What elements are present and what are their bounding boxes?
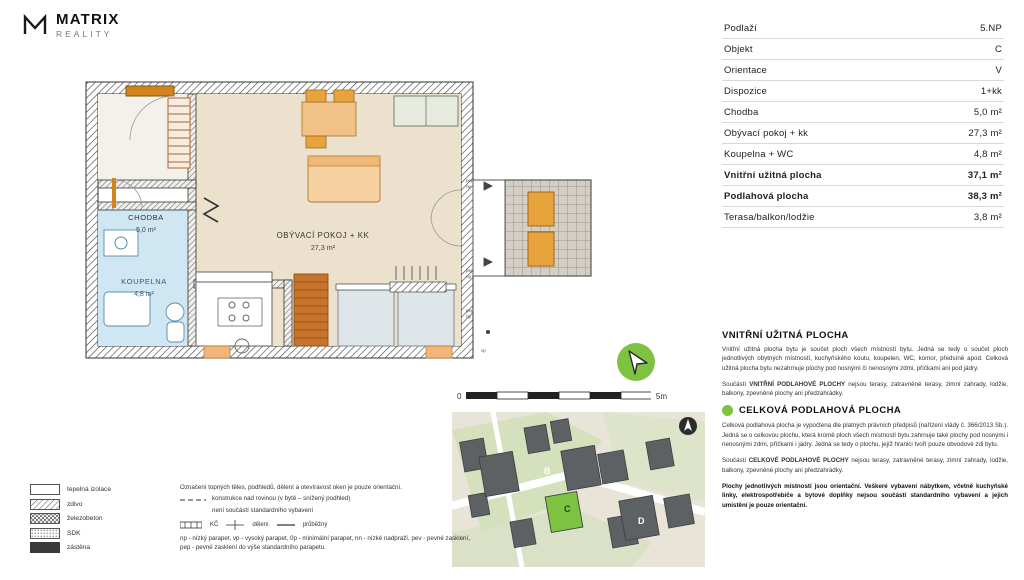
legend-label: železobeton: [67, 515, 103, 522]
spec-unit: m²: [990, 149, 1002, 160]
spec-key: Podlaží: [724, 23, 758, 34]
legend-swatch-zelezobeton: [30, 513, 60, 524]
spec-key: Dispozice: [724, 86, 767, 97]
spec-key: Orientace: [724, 65, 767, 76]
info-body-usable-area: Vnitřní užitná plocha bytu je součet ploch všech místností bytu. Jedná se tedy o součet ploch jednotlivých obytných místností, kuchyňského koutu, koupelen, WC, komor, předsíně apod. Celková užitná plocha bytu nezahrnuje plochy pod nosnými či nenosnými zdmi, příčkami ani pod jádry.: [722, 346, 1008, 372]
legend-swatch-sdk: [30, 528, 60, 539]
legend-note-2: není součástí standardního vybavení: [212, 506, 314, 514]
legend-item: [30, 484, 180, 495]
info-note-bold: VNITŘNÍ PODLAHOVÉ PLOCHY: [749, 380, 846, 388]
plan-marker: pep: [466, 178, 474, 183]
legend-swatch-zdivo: [30, 499, 60, 510]
info-note2-suffix: nejsou terasy, zatravněné terasy, zimní zahrady, lodžie, balkony, zpevněné plochy ani předzahrádky.: [722, 457, 1008, 474]
plan-marker: np: [466, 184, 472, 189]
spec-row: [722, 102, 1004, 123]
room-area-chodba: 5,0 m²: [136, 227, 156, 234]
legend-item: [30, 513, 180, 524]
spec-key: Obývací pokoj + kk: [724, 128, 809, 139]
sitemap-building-label-highlight: C: [564, 504, 571, 514]
spec-value: 5,0: [973, 107, 988, 118]
spec-row: [722, 144, 1004, 165]
legend-mini-label-2: průběžný: [302, 521, 328, 528]
legend-notes: [180, 484, 470, 555]
spec-value: 27,3: [968, 128, 988, 139]
legend-item: [30, 528, 180, 539]
spec-value: 4,8: [973, 149, 988, 160]
legend-footer: np - nízký parapet, vp - vysoký parapet, 0p - minimální parapet, nn - nízké nadpraží, pev - pevné zasklení, pep - pevné zasklení do výše standardního parapetu.: [180, 534, 470, 551]
spec-row: [722, 81, 1004, 102]
legend-item: [30, 499, 180, 510]
spec-row: [722, 60, 1004, 81]
legend-label: SDK: [67, 529, 81, 537]
plan-marker: np: [466, 314, 472, 319]
info-note2-prefix: Součástí: [722, 457, 749, 465]
spec-value: 5.NP: [980, 23, 1002, 34]
spec-row: [722, 123, 1004, 144]
spec-key: Koupelna + WC: [724, 149, 794, 160]
spec-value: 1+kk: [980, 86, 1002, 97]
plan-marker: vp: [481, 348, 486, 353]
spec-key: Objekt: [724, 44, 753, 55]
info-note-usable-area: [722, 380, 1008, 399]
info-note-floor-area: [722, 456, 1008, 475]
brand-name: MATRIX: [56, 11, 120, 28]
info-column: [722, 330, 1008, 517]
legend-label: zástěna: [67, 544, 91, 551]
plan-marker: np: [466, 274, 472, 279]
info-body-floor-area: Celková podlahová plocha je vypočtena dle platných právních předpisů (nařízení vlády č. 366/2013 Sb.). Jedná se o celkovou plochu, která kromě ploch všech místností bytu zahrnuje také plochy pod nosnými i nenosnými zdmi, příčkami i jádry. Jedná se tedy o plochu, jejíž hranici tvoří pouze obvodové zdi bytu.: [722, 422, 1008, 449]
info-title-floor-area-row: [722, 405, 1008, 416]
spec-row-floor-area: [722, 186, 1004, 207]
sitemap-north-icon: [679, 417, 697, 435]
legend-swatch-tepelna-izolace: [30, 484, 60, 495]
legend-mini-label-0: KČ: [210, 521, 219, 528]
spec-value: 3,8: [973, 212, 988, 223]
dashed-line-icon: [180, 497, 206, 503]
scale-bar-graphic: [466, 390, 650, 402]
legend-mini-label-1: dělení: [252, 521, 269, 528]
room-label-obyvaci: OBÝVACÍ POKOJ + KK: [276, 231, 370, 240]
spec-row-total-usable: [722, 165, 1004, 186]
legend-label: zdivo: [67, 500, 83, 508]
info-note2-bold: CELKOVÉ PODLAHOVÉ PLOCHY: [748, 457, 849, 465]
site-map: [452, 412, 705, 567]
info-footer-note: Plochy jednotlivých místností jsou orientační. Veškeré vybavení nábytkem, včetně kuchyňské linky, elektrospotřebiče a bytové doplňky nejsou součástí standardního vybavení a jejich umístění je pouze orientační.: [722, 482, 1008, 509]
info-note-prefix: Součástí: [722, 380, 750, 388]
spec-unit: m²: [990, 128, 1002, 139]
spec-unit: m²: [990, 212, 1002, 223]
compass-north-icon: [607, 333, 665, 391]
legend-label: tepelná izolace: [67, 486, 111, 493]
legend-note-1-row: [180, 495, 470, 504]
scale-end: 5m: [655, 391, 667, 401]
scale-start: 0: [457, 391, 462, 401]
spec-value: 38,3: [967, 191, 988, 202]
radiator-icon: [180, 519, 202, 531]
green-dot-icon: [722, 405, 733, 416]
sitemap-building-label: B: [544, 466, 551, 476]
legend-swatch-zastena: [30, 542, 60, 553]
legend-item: [30, 542, 180, 553]
specification-table: [722, 18, 1004, 228]
spec-row: [722, 39, 1004, 60]
brand-logo: [22, 12, 120, 39]
spec-key: Vnitřní užitná plocha: [724, 170, 822, 181]
spec-unit: m²: [989, 191, 1002, 202]
divider-icon: [226, 519, 244, 531]
room-area-obyvaci: 27,3 m²: [310, 243, 336, 252]
info-note-suffix: nejsou terasy, zatravněné terasy, zimní zahrady, lodžie, balkony, zpevněné plochy ani předzahrádky.: [722, 380, 1008, 398]
spec-value: V: [995, 65, 1002, 76]
plan-marker: pep: [466, 308, 474, 313]
continuous-icon: [277, 519, 295, 531]
info-title-floor-area: CELKOVÁ PODLAHOVÁ PLOCHA: [739, 405, 902, 417]
spec-unit: m²: [989, 170, 1002, 181]
legend-mini-icons: [180, 519, 470, 531]
spec-value: C: [994, 44, 1002, 55]
spec-row: [722, 18, 1004, 39]
spec-key: Chodba: [724, 107, 759, 118]
room-label-koupelna: KOUPELNA: [121, 277, 167, 286]
sitemap-building-label: D: [638, 516, 645, 526]
spec-key: Terasa/balkon/lodžie: [724, 212, 815, 223]
room-area-koupelna: 4,8 m²: [134, 291, 154, 298]
legend-note-1: konstrukce nad rovinou (v bytě – snížený podhled): [212, 495, 351, 503]
spec-value: 37,1: [967, 170, 988, 181]
legend-note-0: Označení topných těles, podhledů, dělení a otevíravost oken je pouze orientační.: [180, 484, 402, 491]
room-label-chodba: CHODBA: [128, 213, 164, 222]
plan-marker: pep: [466, 268, 474, 273]
matrix-m-logo-icon: [22, 12, 48, 38]
spec-unit: m²: [990, 107, 1002, 118]
legend-swatches: [30, 484, 180, 557]
info-title-usable-area: VNITŘNÍ UŽITNÁ PLOCHA: [722, 330, 849, 341]
spec-row-terrace: [722, 207, 1004, 228]
spec-key: Podlahová plocha: [724, 191, 809, 202]
floor-plan: [18, 60, 698, 390]
brand-subtitle: REALITY: [56, 28, 113, 39]
